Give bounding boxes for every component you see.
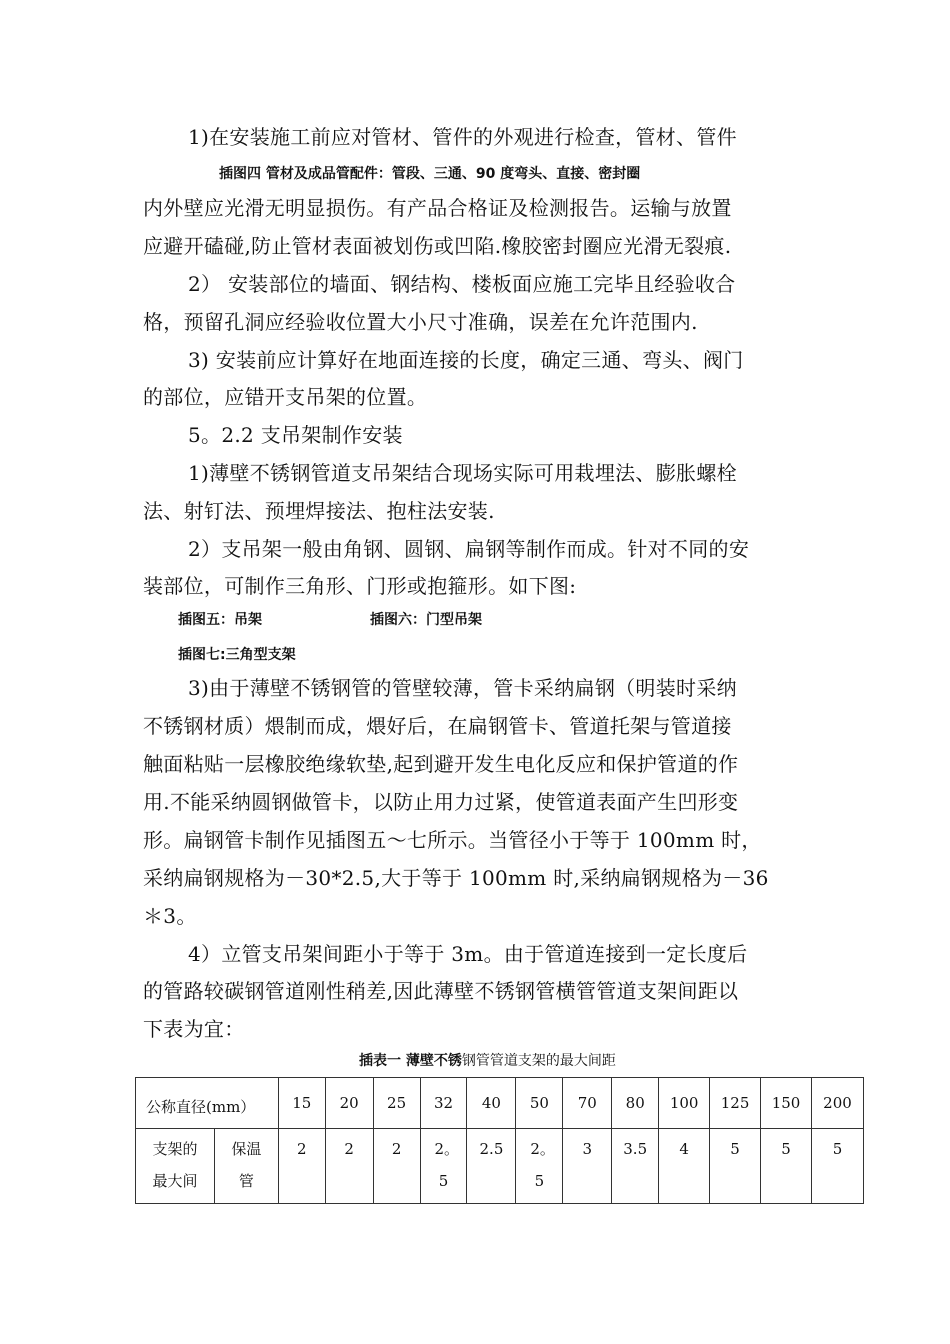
value-cell: 5: [710, 1129, 761, 1204]
diameter-cell: 20: [325, 1078, 373, 1129]
value-cell: [516, 1129, 563, 1204]
diameter-cell: 150: [761, 1078, 812, 1129]
table-row-insulated: [136, 1129, 864, 1204]
value-cell: 5: [811, 1129, 863, 1204]
value-cell: 3: [563, 1129, 612, 1204]
paragraph-line: 法、射钉法、预埋焊接法、抱柱法安装.: [143, 499, 495, 523]
value-cell: 4: [659, 1129, 710, 1204]
diameter-cell: 25: [373, 1078, 420, 1129]
paragraph-line: 应避开磕碰,防止管材表面被划伤或凹陷.橡胶密封圈应光滑无裂痕.: [143, 234, 732, 258]
support-spacing-table: [135, 1077, 864, 1204]
value-text: 2。5: [530, 1140, 555, 1190]
diameter-cell: 100: [659, 1078, 710, 1129]
diameter-cell: 32: [420, 1078, 467, 1129]
paragraph-line: 3) 安装前应计算好在地面连接的长度，确定三通、弯头、阀门: [188, 348, 744, 372]
paragraph-line: 形。扁钢管卡制作见插图五～七所示。当管径小于等于 100mm 时，: [143, 828, 762, 852]
paragraph-line: 不锈钢材质）煨制而成，煨好后，在扁钢管卡、管道托架与管道接: [143, 714, 732, 738]
diameter-cell: 15: [278, 1078, 325, 1129]
value-text: 2。5: [434, 1140, 460, 1190]
paragraph-line: 用.不能采纳圆钢做管卡，以防止用力过紧，使管道表面产生凹形变: [143, 790, 739, 814]
value-cell: 2.5: [467, 1129, 516, 1204]
table-caption-bold: 插表一 薄壁不锈: [359, 1053, 462, 1069]
value-cell: 3.5: [612, 1129, 659, 1204]
row-sublabel-cell: [214, 1129, 278, 1204]
diameter-cell: 40: [467, 1078, 516, 1129]
figure-caption-4: 插图四 管材及成品管配件：管段、三通、90 度弯头、直接、密封圈: [219, 166, 641, 182]
paragraph-line: 的部位，应错开支吊架的位置。: [143, 385, 428, 409]
paragraph-line: 采纳扁钢规格为－30*2.5,大于等于 100mm 时,采纳扁钢规格为－36: [143, 866, 769, 890]
paragraph-line: 下表为宜：: [143, 1017, 245, 1041]
table-caption-normal: 钢管管道支架的最大间距: [461, 1053, 616, 1069]
paragraph-line: 2）支吊架一般由角钢、圆钢、扁钢等制作而成。针对不同的安: [188, 537, 750, 561]
row-sublabel-text: 保温管: [231, 1140, 262, 1190]
diameter-cell: 200: [811, 1078, 863, 1129]
diameter-cell: 80: [612, 1078, 659, 1129]
paragraph-line: 触面粘贴一层橡胶绝缘软垫,起到避开发生电化反应和保护管道的作: [143, 752, 739, 776]
table-header-row: [136, 1078, 864, 1129]
value-cell: [420, 1129, 467, 1204]
diameter-cell: 125: [710, 1078, 761, 1129]
value-cell: 2: [373, 1129, 420, 1204]
paragraph-line: 1)在安装施工前应对管材、管件的外观进行检查，管材、管件: [188, 125, 737, 149]
value-cell: 5: [761, 1129, 812, 1204]
figure-caption-5: 插图五：吊架: [178, 612, 262, 628]
figure-caption-6: 插图六：门型吊架: [370, 612, 482, 628]
value-cell: 2: [278, 1129, 325, 1204]
paragraph-line: 的管路较碳钢管道刚性稍差,因此薄壁不锈钢管横管管道支架间距以: [143, 979, 739, 1003]
paragraph-line: 格，预留孔洞应经验收位置大小尺寸准确，误差在允许范围内.: [143, 310, 698, 334]
header-label-cell: 公称直径(mm）: [136, 1078, 279, 1129]
section-heading: 5。2.2 支吊架制作安装: [188, 423, 403, 447]
diameter-cell: 50: [516, 1078, 563, 1129]
paragraph-line: 1)薄壁不锈钢管道支吊架结合现场实际可用栽埋法、膨胀螺栓: [188, 461, 737, 485]
paragraph-line: ＊3。: [143, 904, 197, 928]
table-caption: [359, 1050, 616, 1070]
paragraph-line: 4）立管支吊架间距小于等于 3m。由于管道连接到一定长度后: [188, 942, 748, 966]
diameter-cell: 70: [563, 1078, 612, 1129]
row-label-cell: [136, 1129, 215, 1204]
paragraph-line: 内外壁应光滑无明显损伤。有产品合格证及检测报告。运输与放置: [143, 196, 732, 220]
paragraph-line: 装部位，可制作三角形、门形或抱箍形。如下图:: [143, 574, 577, 598]
value-cell: 2: [325, 1129, 373, 1204]
paragraph-line: 3)由于薄壁不锈钢管的管壁较薄，管卡采纳扁钢（明装时采纳: [188, 676, 737, 700]
figure-caption-7: 插图七:三角型支架: [178, 647, 296, 663]
row-label-text: 支架的最大间: [152, 1140, 198, 1190]
paragraph-line: 2） 安装部位的墙面、钢结构、楼板面应施工完毕且经验收合: [188, 272, 736, 296]
